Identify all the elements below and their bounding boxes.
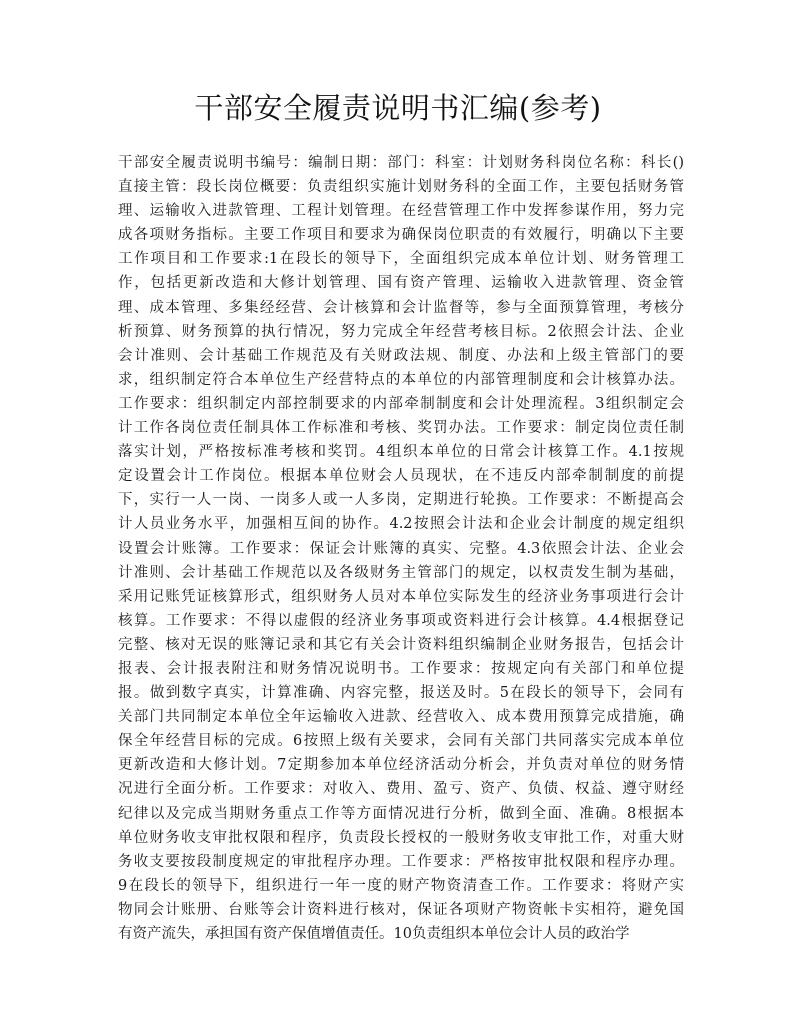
body-line: 定设置会计工作岗位。根据本单位财会人员现状，在不违反内部牵制制度的前提 <box>118 468 684 485</box>
body-line: 计准则、会计基础工作规范以及各级财务主管部门的规定，以权责发生制为基础， <box>118 564 684 581</box>
body-line: 采用记账凭证核算形式，组织财务人员对本单位实际发生的经济业务事项进行会计 <box>118 588 684 605</box>
body-line: 直接主管：段长岗位概要：负责组织实施计划财务科的全面工作，主要包括财务管 <box>118 179 684 196</box>
body-line: 求，组织制定符合本单位生产经营特点的本单位的内部管理制度和会计核算办法。 <box>118 371 684 388</box>
body-line: 完整、核对无误的账簿记录和其它有关会计资料组织编制企业财务报告，包括会计 <box>118 636 684 653</box>
document-title: 干部安全履责说明书汇编(参考) <box>194 91 602 125</box>
body-line: 务收支要按段制度规定的审批程序办理。工作要求：严格按审批权限和程序办理。 <box>118 853 684 870</box>
body-line: 况进行全面分析。工作要求：对收入、费用、盈亏、资产、负债、权益、遵守财经 <box>118 781 684 798</box>
body-line: 成各项财务指标。主要工作项目和要求为确保岗位职责的有效履行，明确以下主要 <box>118 227 684 244</box>
body-line: 析预算、财务预算的执行情况，努力完成全年经营考核目标。2依照会计法、企业 <box>118 323 684 340</box>
body-line: 干部安全履责说明书编号：编制日期：部门：科室：计划财务科岗位名称：科长() <box>118 155 684 171</box>
document-body <box>118 151 684 946</box>
body-line: 核算。工作要求：不得以虚假的经济业务事项或资料进行会计核算。4.4根据登记 <box>118 612 684 629</box>
body-line: 落实计划，严格按标准考核和奖罚。4组织本单位的日常会计核算工作。4.1按规 <box>118 444 684 461</box>
body-line: 纪律以及完成当期财务重点工作等方面情况进行分析，做到全面、准确。8根据本 <box>118 805 684 822</box>
body-line: 单位财务收支审批权限和程序，负责段长授权的一般财务收支审批工作，对重大财 <box>118 829 684 846</box>
body-line: 计人员业务水平，加强相互间的协作。4.2按照会计法和企业会计制度的规定组织 <box>118 516 684 533</box>
body-line: 下，实行一人一岗、一岗多人或一人多岗，定期进行轮换。工作要求：不断提高会 <box>118 492 684 509</box>
body-line: 更新改造和大修计划。7定期参加本单位经济活动分析会，并负责对单位的财务情 <box>118 757 684 774</box>
body-line: 保全年经营目标的完成。6按照上级有关要求，会同有关部门共同落实完成本单位 <box>118 733 684 750</box>
body-line: 作，包括更新改造和大修计划管理、国有资产管理、运输收入进款管理、资金管 <box>118 275 684 292</box>
body-line: 报表、会计报表附注和财务情况说明书。工作要求：按规定向有关部门和单位提 <box>118 660 684 677</box>
body-line: 设置会计账簿。工作要求：保证会计账簿的真实、完整。4.3依照会计法、企业会 <box>118 540 684 557</box>
body-line: 有资产流失，承担国有资产保值增值责任。10负责组织本单位会计人员的政治学 <box>118 926 630 942</box>
body-line: 会计准则、会计基础工作规范及有关财政法规、制度、办法和上级主管部门的要 <box>118 347 684 364</box>
body-line: 理、成本管理、多集经经营、会计核算和会计监督等，参与全面预算管理，考核分 <box>118 299 684 316</box>
body-line: 9在段长的领导下，组织进行一年一度的财产物资清查工作。工作要求：将财产实 <box>118 877 684 894</box>
body-line: 关部门共同制定本单位全年运输收入进款、经营收入、成本费用预算完成措施，确 <box>118 709 684 726</box>
body-line: 工作项目和工作要求:1在段长的领导下，全面组织完成本单位计划、财务管理工 <box>118 251 684 268</box>
body-line: 报。做到数字真实，计算准确、内容完整，报送及时。5在段长的领导下，会同有 <box>118 685 684 702</box>
body-line: 工作要求：组织制定内部控制要求的内部牵制制度和会计处理流程。3组织制定会 <box>118 395 684 412</box>
body-line: 理、运输收入进款管理、工程计划管理。在经营管理工作中发挥参谋作用，努力完 <box>118 203 684 220</box>
body-line: 计工作各岗位责任制具体工作标准和考核、奖罚办法。工作要求：制定岗位责任制 <box>118 420 684 437</box>
body-line: 物同会计账册、台账等会计资料进行核对，保证各项财产物资帐卡实相符，避免国 <box>118 901 684 918</box>
